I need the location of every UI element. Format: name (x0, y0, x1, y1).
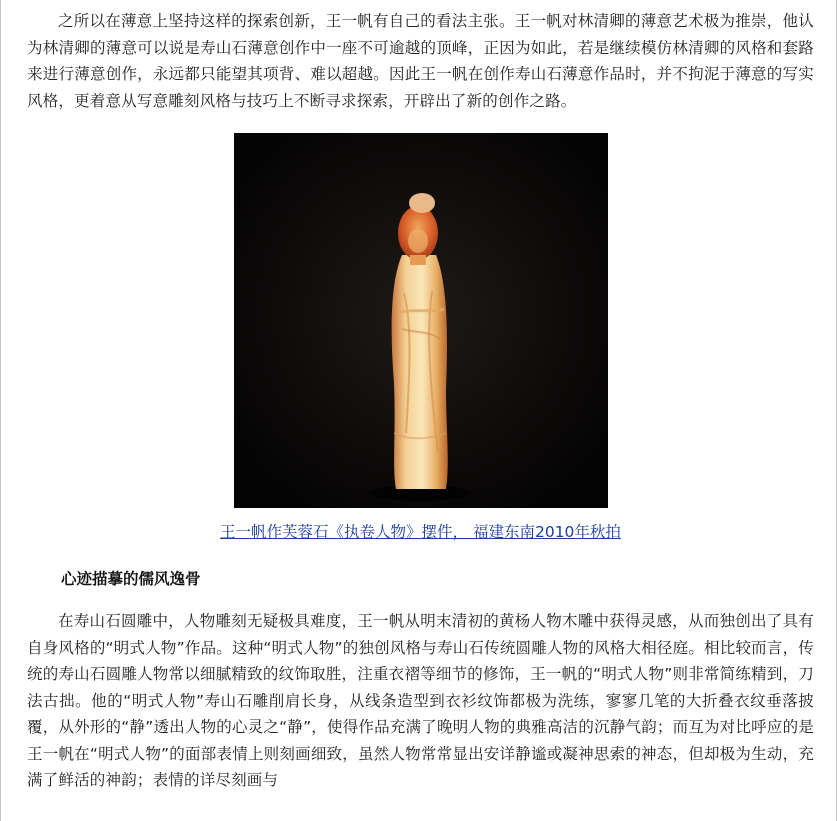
figure (27, 133, 814, 542)
carving-photo (234, 133, 608, 508)
paragraph-intro: 之所以在薄意上坚持这样的探索创新，王一帆有自己的看法主张。王一帆对林清卿的薄意艺术极为推崇，他认为林清卿的薄意可以说是寿山石薄意创作中一座不可逾越的顶峰，正因为如此，若是继续模仿林清卿的风格和套路来进行薄意创作，永远都只能望其项背、难以超越。因此王一帆在创作寿山石薄意作品时，并不拘泥于薄意的写实风格，更着意从写意雕刻风格与技巧上不断寻求探索，开辟出了新的创作之路。 (27, 12, 814, 110)
caption-container (27, 520, 814, 542)
article-body (1, 0, 836, 794)
paragraph-body: 在寿山石圆雕中，人物雕刻无疑极具难度，王一帆从明末清初的黄杨人物木雕中获得灵感，从而独创出了具有自身风格的“明式人物”作品。这种“明式人物”的独创风格与寿山石传统圆雕人物的风格大相径庭。相比较而言，传统的寿山石圆雕人物常以细腻精致的纹饰取胜，注重衣褶等细节的修饰，王一帆的“明式人物”则非常简练精到，刀法古拙。他的“明式人物”寿山石雕削肩长身，从线条造型到衣衫纹饰都极为洗练，寥寥几笔的大折叠衣纹垂落披覆，从外形的“静”透出人物的心灵之“静”，使得作品充满了晚明人物的典雅高洁的沉静气韵；而互为对比呼应的是王一帆在“明式人物”的面部表情上则刻画细致，虽然人物常常显出安详静谧或凝神思索的神态，但却极为生动，充满了鲜活的神韵；表情的详尽刻画与 (27, 612, 814, 789)
image-caption-link[interactable]: 王一帆作芙蓉石《执卷人物》摆件， 福建东南2010年秋拍 (220, 523, 621, 541)
section-heading: 心迹描摹的儒风逸骨 (61, 570, 201, 588)
jade-figure-image (234, 133, 608, 508)
